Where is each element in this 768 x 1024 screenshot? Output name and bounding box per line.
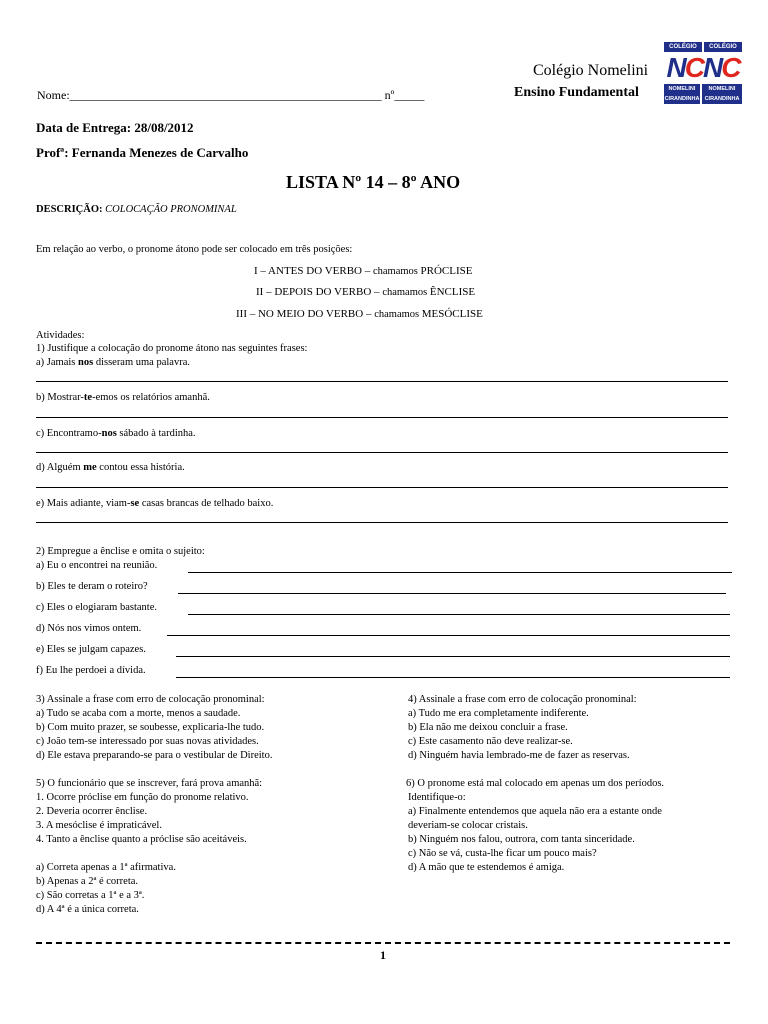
q5-statement-1: 1. Ocorre próclise em função do pronome relativo. [36, 792, 249, 803]
q1-item-d: d) Alguém me contou essa história. [36, 462, 185, 473]
teacher-name: Profª: Fernanda Menezes de Carvalho [36, 145, 249, 160]
q4-option-c[interactable]: c) Este casamento não deve realizar-se. [408, 736, 573, 747]
q3-option-a[interactable]: a) Tudo se acaba com a morte, menos a saudade. [36, 708, 241, 719]
logo-top-right: COLÉGIO [704, 42, 742, 52]
activities-label: Atividades: [36, 330, 85, 341]
page-title: LISTA Nº 14 – 8º ANO [286, 172, 461, 192]
name-field-row[interactable] [37, 88, 424, 103]
q5-option-a[interactable]: a) Correta apenas a 1ª afirmativa. [36, 862, 176, 873]
q1-answer-line-e[interactable] [36, 522, 728, 523]
q5-prompt: 5) O funcionário que se inscrever, fará prova amanhã: [36, 778, 263, 789]
logo-top-left: COLÉGIO [664, 42, 702, 52]
q2-answer-line-f[interactable] [176, 677, 730, 678]
name-line[interactable]: ____________________________________________________ [69, 88, 382, 102]
q3-option-c[interactable]: c) João tem-se interessado por suas novas atividades. [36, 736, 259, 747]
q1-answer-line-b[interactable] [36, 417, 728, 418]
q4-option-a[interactable]: a) Tudo me era completamente indiferente. [408, 708, 589, 719]
q5-option-d[interactable]: d) A 4ª é a única correta. [36, 904, 139, 915]
school-logo [664, 42, 742, 104]
q4-option-d[interactable]: d) Ninguém havia lembrado-me de fazer as reservas. [408, 750, 630, 761]
q4-prompt: 4) Assinale a frase com erro de colocação pronominal: [408, 694, 637, 705]
q2-prompt: 2) Empregue a ênclise e omita o sujeito: [36, 546, 205, 557]
name-label: Nome: [37, 88, 70, 102]
q2-item-f: f) Eu lhe perdoei a dívida. [36, 665, 146, 676]
logo-mark: NCNC [666, 52, 740, 83]
q2-answer-line-b[interactable] [178, 593, 726, 594]
q2-answer-line-a[interactable] [188, 572, 732, 573]
q1-item-c: c) Encontramo-nos sábado à tardinha. [36, 428, 196, 439]
number-label[interactable]: nº_____ [384, 88, 425, 102]
q5-option-c[interactable]: c) São corretas a 1ª e a 3ª. [36, 890, 145, 901]
q2-answer-line-e[interactable] [176, 656, 730, 657]
q6-option-c[interactable]: c) Não se vá, custa-lhe ficar um pouco mais? [408, 848, 597, 859]
q6-option-d[interactable]: d) A mão que te estendemos é amiga. [408, 862, 565, 873]
q6-option-b[interactable]: b) Ninguém nos falou, outrora, com tanta sinceridade. [408, 834, 635, 845]
q3-option-b[interactable]: b) Com muito prazer, se soubesse, explicaria-lhe tudo. [36, 722, 265, 733]
logo-bottom-right: NOMELINI CIRANDINHA [702, 84, 742, 104]
position-3: III – NO MEIO DO VERBO – chamamos MESÓCLISE [236, 308, 483, 320]
delivery-date: Data de Entrega: 28/08/2012 [36, 120, 194, 135]
intro-text: Em relação ao verbo, o pronome átono pode ser colocado em três posições: [36, 244, 353, 255]
q6-prompt-2: Identifique-o: [408, 792, 466, 803]
page-number: 1 [380, 948, 386, 962]
footer-divider [36, 942, 730, 944]
school-name: Colégio Nomelini [533, 62, 649, 79]
q1-answer-line-c[interactable] [36, 452, 728, 453]
q3-prompt: 3) Assinale a frase com erro de colocação pronominal: [36, 694, 265, 705]
description [36, 204, 237, 215]
q1-item-a: a) Jamais nos disseram uma palavra. [36, 357, 190, 368]
q3-option-d[interactable]: d) Ele estava preparando-se para o vestibular de Direito. [36, 750, 273, 761]
q5-statement-4: 4. Tanto a ênclise quanto a próclise são aceitáveis. [36, 834, 247, 845]
q5-option-b[interactable]: b) Apenas a 2ª é correta. [36, 876, 139, 887]
position-2: II – DEPOIS DO VERBO – chamamos ÊNCLISE [256, 286, 476, 298]
q2-answer-line-d[interactable] [167, 635, 730, 636]
position-1: I – ANTES DO VERBO – chamamos PRÓCLISE [254, 265, 473, 277]
q2-item-d: d) Nós nos vimos ontem. [36, 623, 142, 634]
description-value: COLOCAÇÃO PRONOMINAL [105, 204, 237, 215]
q6-option-a-cont: deveriam-se colocar cristais. [408, 820, 528, 831]
q1-prompt: 1) Justifique a colocação do pronome átono nas seguintes frases: [36, 343, 308, 354]
logo-bottom-left: NOMELINI CIRANDINHA [664, 86, 700, 102]
school-level: Ensino Fundamental [514, 85, 639, 100]
q2-item-e: e) Eles se julgam capazes. [36, 644, 146, 655]
q1-answer-line-a[interactable] [36, 381, 728, 382]
q6-prompt-1: 6) O pronome está mal colocado em apenas um dos períodos. [406, 778, 665, 789]
q6-option-a[interactable]: a) Finalmente entendemos que aquela não era a estante onde [408, 806, 662, 817]
q5-statement-2: 2. Deveria ocorrer ênclise. [36, 806, 148, 817]
q2-item-a: a) Eu o encontrei na reunião. [36, 560, 158, 571]
q2-answer-line-c[interactable] [188, 614, 730, 615]
q1-answer-line-d[interactable] [36, 487, 728, 488]
q2-item-b: b) Eles te deram o roteiro? [36, 581, 148, 592]
description-label: DESCRIÇÃO: [36, 204, 103, 215]
q1-item-b: b) Mostrar-te-emos os relatórios amanhã. [36, 392, 210, 403]
q5-statement-3: 3. A mesóclise é impraticável. [36, 820, 162, 831]
q2-item-c: c) Eles o elogiaram bastante. [36, 602, 157, 613]
q1-item-e: e) Mais adiante, viam-se casas brancas de telhado baixo. [36, 498, 274, 509]
q4-option-b[interactable]: b) Ela não me deixou concluir a frase. [408, 722, 568, 733]
